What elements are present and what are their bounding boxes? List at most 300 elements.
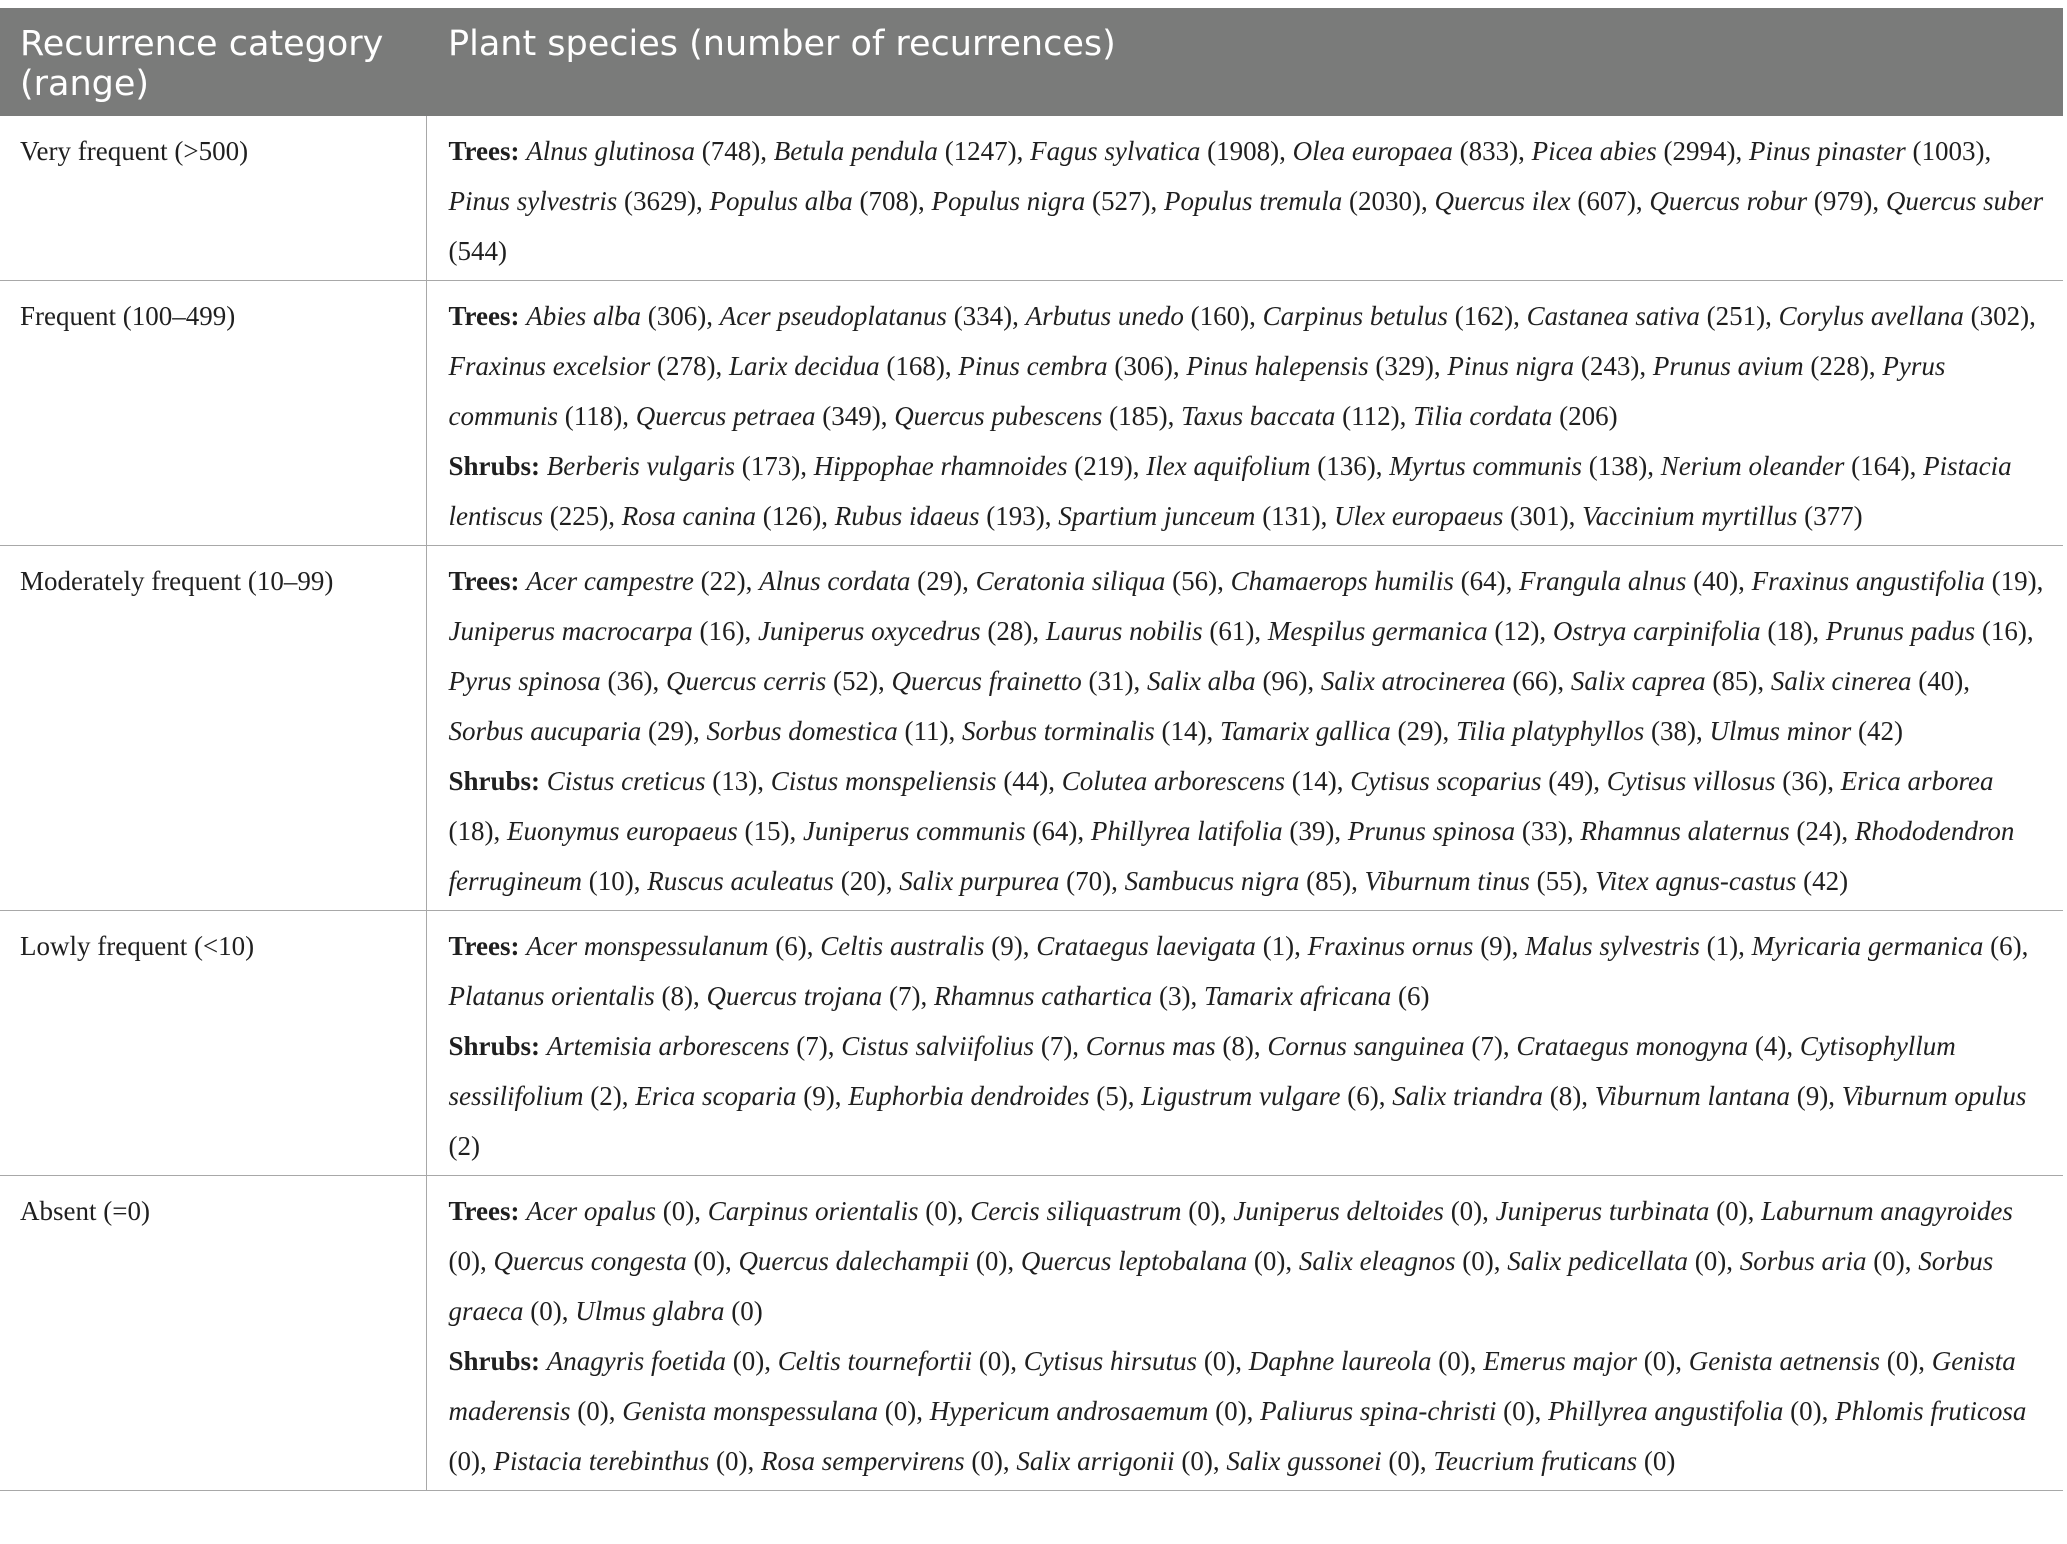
recurrence-count: (164): [1851, 451, 1910, 481]
species-name: Crataegus monogyna: [1516, 1031, 1749, 1061]
species-name: Cercis siliquastrum: [970, 1196, 1182, 1226]
recurrence-count: (52): [832, 666, 878, 696]
recurrence-count: (40): [1918, 666, 1964, 696]
recurrence-count: (0): [884, 1396, 917, 1426]
recurrence-count: (6): [1347, 1081, 1379, 1111]
species-name: Crataegus laevigata: [1036, 931, 1256, 961]
recurrence-count: (5): [1096, 1081, 1128, 1111]
recurrence-count: (0): [577, 1396, 609, 1426]
recurrence-count: (0): [1694, 1246, 1727, 1276]
species-name: Salix gussonei: [1226, 1446, 1382, 1476]
recurrence-count: (70): [1066, 866, 1112, 896]
recurrence-count: (9): [803, 1081, 835, 1111]
species-name: Juniperus deltoides: [1233, 1196, 1444, 1226]
species-name: Quercus cerris: [666, 666, 827, 696]
recurrence-count: (64): [1032, 816, 1078, 846]
species-name: Colutea arborescens: [1061, 766, 1286, 796]
species-name: Cytisus villosus: [1606, 766, 1776, 796]
recurrence-count: (49): [1548, 766, 1594, 796]
species-name: Abies alba: [526, 301, 641, 331]
species-name: Fraxinus angustifolia: [1751, 566, 1985, 596]
species-name: Juniperus macrocarpa: [448, 616, 693, 646]
species-name: Malus sylvestris: [1525, 931, 1700, 961]
species-name: Alnus glutinosa: [526, 136, 695, 166]
recurrence-count: (1): [1706, 931, 1739, 961]
species-name: Rubus idaeus: [834, 501, 980, 531]
recurrence-count: (28): [987, 616, 1033, 646]
recurrence-count: (14): [1291, 766, 1337, 796]
recurrence-count: (0): [1181, 1446, 1213, 1476]
recurrence-count: (40): [1693, 566, 1739, 596]
species-name: Acer campestre: [526, 566, 694, 596]
species-group: Trees: Abies alba (306), Acer pseudoplatanus (334), Arbutus unedo (160), Carpinus betulus (162), Castanea sativa (251), Corylus avellana (302), Fraxinus excelsior (278), Larix decidua (168), Pinus cembra (306), Pinus halepensis (329), Pinus nigra (243), Prunus avium (228), Pyrus communis (118), Quercus petraea (349), Quercus pubescens (185), Taxus baccata (112), Tilia cordata (206): [448, 301, 2036, 431]
species-group: Shrubs: Cistus creticus (13), Cistus monspeliensis (44), Colutea arborescens (14), Cytisus scoparius (49), Cytisus villosus (36), Erica arborea (18), Euonymus europaeus (15), Juniperus communis (64), Phillyrea latifolia (39), Prunus spinosa (33), Rhamnus alaternus (24), Rhododendron ferrugineum (10), Ruscus aculeatus (20), Salix purpurea (70), Sambucus nigra (85), Viburnum tinus (55), Vitex agnus-castus (42): [448, 766, 2015, 896]
recurrence-count: (131): [1262, 501, 1321, 531]
species-name: Acer opalus: [526, 1196, 656, 1226]
recurrence-category-cell: Very frequent (>500): [0, 116, 426, 281]
table-row: [0, 546, 2063, 911]
species-name: Quercus congesta: [493, 1246, 687, 1276]
species-name: Salix eleagnos: [1298, 1246, 1456, 1276]
table-header: [0, 8, 2063, 116]
recurrence-count: (15): [744, 816, 790, 846]
recurrence-count: (1): [1262, 931, 1295, 961]
recurrence-count: (33): [1521, 816, 1567, 846]
species-name: Celtis tournefortii: [777, 1346, 973, 1376]
species-name: Quercus ilex: [1434, 186, 1571, 216]
species-name: Cistus salviifolius: [841, 1031, 1035, 1061]
recurrence-count: (7): [889, 981, 921, 1011]
recurrence-count: (0): [975, 1246, 1008, 1276]
species-name: Ligustrum vulgare: [1141, 1081, 1341, 1111]
species-name: Tilia platyphyllos: [1456, 716, 1645, 746]
recurrence-count: (44): [1003, 766, 1049, 796]
recurrence-category-cell: Absent (=0): [0, 1176, 426, 1491]
species-name: Rosa sempervirens: [760, 1446, 965, 1476]
recurrence-count: (112): [1342, 401, 1400, 431]
species-name: Salix atrocinerea: [1320, 666, 1506, 696]
species-name: Acer monspessulanum: [526, 931, 769, 961]
species-name: Quercus dalechampii: [738, 1246, 970, 1276]
species-name: Ulex europaeus: [1334, 501, 1504, 531]
recurrence-count: (2): [590, 1081, 622, 1111]
recurrence-count: (96): [1262, 666, 1308, 696]
header-row: [0, 8, 2063, 116]
recurrence-count: (13): [712, 766, 758, 796]
species-name: Cornus sanguinea: [1267, 1031, 1465, 1061]
species-name: Olea europaea: [1292, 136, 1453, 166]
recurrence-count: (56): [1172, 566, 1218, 596]
recurrence-count: (3): [1158, 981, 1191, 1011]
recurrence-count: (544): [448, 236, 507, 266]
recurrence-count: (301): [1510, 501, 1569, 531]
species-name: Prunus padus: [1825, 616, 1976, 646]
recurrence-count: (0): [715, 1446, 748, 1476]
recurrence-count: (85): [1306, 866, 1352, 896]
species-name: Berberis vulgaris: [546, 451, 736, 481]
recurrence-count: (278): [656, 351, 716, 381]
species-name: Cytisus hirsutus: [1023, 1346, 1198, 1376]
species-name: Salix purpurea: [899, 866, 1060, 896]
recurrence-count: (138): [1588, 451, 1648, 481]
species-group: Shrubs: Anagyris foetida (0), Celtis tournefortii (0), Cytisus hirsutus (0), Daphne laureola (0), Emerus major (0), Genista aetnensis (0), Genista maderensis (0), Genista monspessulana (0), Hypericum androsaemum (0), Paliurus spina-christi (0), Phillyrea angustifolia (0), Phlomis fruticosa (0), Pistacia terebinthus (0), Rosa sempervirens (0), Salix arrigonii (0), Salix gussonei (0), Teucrium fruticans (0): [448, 1346, 2027, 1476]
species-name: Viburnum tinus: [1364, 866, 1530, 896]
species-name: Viburnum lantana: [1594, 1081, 1790, 1111]
species-list-cell: [426, 1176, 2063, 1491]
species-name: Betula pendula: [773, 136, 938, 166]
recurrence-count: (0): [662, 1196, 695, 1226]
recurrence-count: (0): [971, 1446, 1003, 1476]
recurrence-count: (527): [1092, 186, 1151, 216]
species-group-label: Shrubs:: [448, 1031, 541, 1061]
species-name: Platanus orientalis: [448, 981, 655, 1011]
species-name: Spartium junceum: [1058, 501, 1256, 531]
species-group-label: Trees:: [448, 931, 520, 961]
recurrence-count: (0): [731, 1296, 763, 1326]
recurrence-count: (4): [1754, 1031, 1787, 1061]
recurrence-count: (9): [1480, 931, 1512, 961]
recurrence-count: (2030): [1348, 186, 1421, 216]
species-name: Frangula alnus: [1519, 566, 1687, 596]
recurrence-count: (168): [886, 351, 945, 381]
table-row: [0, 1176, 2063, 1491]
table-body: [0, 116, 2063, 1491]
species-group-label: Shrubs:: [448, 451, 541, 481]
recurrence-count: (22): [700, 566, 746, 596]
recurrence-count: (42): [1858, 716, 1904, 746]
species-name: Genista maderensis: [448, 1346, 2016, 1426]
recurrence-count: (0): [1203, 1346, 1236, 1376]
header-plant-species: Plant species (number of recurrences): [426, 8, 2063, 116]
species-name: Pinus pinaster: [1749, 136, 1906, 166]
species-name: Laurus nobilis: [1045, 616, 1203, 646]
table-row: [0, 281, 2063, 546]
species-name: Rhamnus alaternus: [1580, 816, 1790, 846]
recurrence-count: (12): [1494, 616, 1540, 646]
recurrence-count: (24): [1796, 816, 1842, 846]
species-group: Trees: Alnus glutinosa (748), Betula pendula (1247), Fagus sylvatica (1908), Olea europaea (833), Picea abies (2994), Pinus pinaster (1003), Pinus sylvestris (3629), Populus alba (708), Populus nigra (527), Populus tremula (2030), Quercus ilex (607), Quercus robur (979), Quercus suber (544): [448, 136, 2044, 266]
recurrence-count: (29): [648, 716, 693, 746]
recurrence-count: (61): [1209, 616, 1255, 646]
table-row: [0, 116, 2063, 281]
recurrence-count: (2994): [1663, 136, 1736, 166]
recurrence-count: (329): [1375, 351, 1434, 381]
species-name: Prunus avium: [1652, 351, 1804, 381]
species-list-cell: [426, 281, 2063, 546]
species-list-cell: [426, 911, 2063, 1176]
species-name: Tamarix africana: [1203, 981, 1392, 1011]
recurrence-count: (206): [1559, 401, 1618, 431]
species-name: Populus tremula: [1163, 186, 1343, 216]
recurrence-count: (0): [1503, 1396, 1535, 1426]
species-name: Alnus cordata: [759, 566, 911, 596]
recurrence-count: (39): [1289, 816, 1335, 846]
species-name: Populus nigra: [931, 186, 1086, 216]
species-name: Cytisophyllum sessilifolium: [448, 1031, 1956, 1111]
species-name: Paliurus spina-christi: [1260, 1396, 1497, 1426]
recurrence-count: (0): [925, 1196, 957, 1226]
species-name: Salix caprea: [1570, 666, 1706, 696]
species-name: Fagus sylvatica: [1030, 136, 1201, 166]
recurrence-count: (979): [1813, 186, 1873, 216]
species-name: Quercus suber: [1885, 186, 2044, 216]
species-name: Pinus sylvestris: [448, 186, 618, 216]
recurrence-count: (0): [1643, 1346, 1676, 1376]
recurrence-count: (0): [1450, 1196, 1483, 1226]
recurrence-count: (349): [822, 401, 881, 431]
recurrence-category-cell: Moderately frequent (10–99): [0, 546, 426, 911]
recurrence-count: (31): [1088, 666, 1134, 696]
recurrence-count: (6): [1990, 931, 2022, 961]
species-name: Cistus monspeliensis: [770, 766, 997, 796]
species-name: Cistus creticus: [546, 766, 706, 796]
recurrence-count: (16): [699, 616, 745, 646]
species-name: Quercus robur: [1649, 186, 1808, 216]
recurrence-count: (306): [1114, 351, 1173, 381]
species-name: Erica arborea: [1840, 766, 1994, 796]
recurrence-count: (36): [607, 666, 653, 696]
species-name: Pyrus communis: [448, 351, 1946, 431]
recurrence-count: (306): [647, 301, 707, 331]
species-name: Fraxinus excelsior: [448, 351, 651, 381]
species-name: Tamarix gallica: [1220, 716, 1391, 746]
recurrence-count: (0): [448, 1446, 480, 1476]
recurrence-count: (6): [775, 931, 807, 961]
recurrence-count: (126): [762, 501, 822, 531]
recurrence-count: (0): [1438, 1346, 1470, 1376]
recurrence-count: (0): [978, 1346, 1011, 1376]
recurrence-count: (2): [448, 1131, 480, 1161]
recurrence-count: (607): [1577, 186, 1636, 216]
species-name: Sorbus aria: [1739, 1246, 1867, 1276]
recurrence-category-cell: Lowly frequent (<10): [0, 911, 426, 1176]
recurrence-count: (29): [917, 566, 963, 596]
species-name: Ulmus minor: [1709, 716, 1852, 746]
recurrence-count: (8): [1222, 1031, 1254, 1061]
species-name: Sorbus graeca: [448, 1246, 1994, 1326]
recurrence-count: (7): [796, 1031, 828, 1061]
species-name: Arbutus unedo: [1025, 301, 1184, 331]
species-name: Pinus nigra: [1447, 351, 1575, 381]
species-name: Anagyris foetida: [546, 1346, 727, 1376]
species-name: Nerium oleander: [1660, 451, 1845, 481]
species-name: Carpinus betulus: [1262, 301, 1448, 331]
species-name: Tilia cordata: [1413, 401, 1553, 431]
recurrence-count: (42): [1803, 866, 1849, 896]
species-name: Salix alba: [1146, 666, 1256, 696]
species-name: Euonymus europaeus: [506, 816, 738, 846]
species-name: Myricaria germanica: [1751, 931, 1984, 961]
species-group-label: Trees:: [448, 566, 520, 596]
species-name: Vaccinium myrtillus: [1582, 501, 1798, 531]
recurrence-category-cell: Frequent (100–499): [0, 281, 426, 546]
species-name: Ostrya carpinifolia: [1552, 616, 1761, 646]
species-name: Mespilus germanica: [1267, 616, 1488, 646]
species-name: Castanea sativa: [1526, 301, 1700, 331]
species-name: Juniperus oxycedrus: [757, 616, 981, 646]
species-name: Euphorbia dendroides: [848, 1081, 1090, 1111]
species-name: Ruscus aculeatus: [647, 866, 834, 896]
species-group: Shrubs: Berberis vulgaris (173), Hippophae rhamnoides (219), Ilex aquifolium (136), Myrtus communis (138), Nerium oleander (164), Pistacia lentiscus (225), Rosa canina (126), Rubus idaeus (193), Spartium junceum (131), Ulex europaeus (301), Vaccinium myrtillus (377): [448, 451, 2012, 531]
species-name: Quercus trojana: [706, 981, 883, 1011]
recurrence-count: (29): [1397, 716, 1443, 746]
recurrence-count: (225): [549, 501, 609, 531]
species-name: Hypericum androsaemum: [929, 1396, 1209, 1426]
species-name: Fraxinus ornus: [1307, 931, 1474, 961]
species-name: Myrtus communis: [1389, 451, 1582, 481]
recurrence-count: (0): [1643, 1446, 1676, 1476]
species-name: Sorbus aucuparia: [448, 716, 642, 746]
species-name: Larix decidua: [728, 351, 880, 381]
recurrence-count: (228): [1810, 351, 1869, 381]
recurrence-count: (0): [693, 1246, 725, 1276]
species-name: Erica scoparia: [635, 1081, 797, 1111]
recurrence-count: (0): [1716, 1196, 1748, 1226]
recurrence-count: (193): [986, 501, 1045, 531]
recurrence-count: (18): [1767, 616, 1813, 646]
species-list-cell: [426, 546, 2063, 911]
species-name: Pistacia terebinthus: [493, 1446, 710, 1476]
species-name: Phillyrea latifolia: [1090, 816, 1283, 846]
species-name: Populus alba: [709, 186, 853, 216]
recurrence-count: (8): [1549, 1081, 1582, 1111]
recurrence-count: (0): [1253, 1246, 1286, 1276]
species-name: Celtis australis: [820, 931, 985, 961]
recurrence-count: (334): [953, 301, 1013, 331]
recurrence-count: (0): [732, 1346, 765, 1376]
recurrence-count: (162): [1454, 301, 1514, 331]
species-group: Shrubs: Artemisia arborescens (7), Cistus salviifolius (7), Cornus mas (8), Cornus sanguinea (7), Crataegus monogyna (4), Cytisophyllum sessilifolium (2), Erica scoparia (9), Euphorbia dendroides (5), Ligustrum vulgare (6), Salix triandra (8), Viburnum lantana (9), Viburnum opulus (2): [448, 1031, 2027, 1161]
recurrence-count: (219): [1074, 451, 1133, 481]
species-name: Genista aetnensis: [1688, 1346, 1880, 1376]
species-group-label: Trees:: [448, 136, 520, 166]
header-recurrence-category: Recurrence category (range): [0, 8, 426, 116]
recurrence-count: (7): [1040, 1031, 1073, 1061]
species-name: Carpinus orientalis: [707, 1196, 919, 1226]
species-group: Trees: Acer campestre (22), Alnus cordata (29), Ceratonia siliqua (56), Chamaerops humilis (64), Frangula alnus (40), Fraxinus angustifolia (19), Juniperus macrocarpa (16), Juniperus oxycedrus (28), Laurus nobilis (61), Mespilus germanica (12), Ostrya carpinifolia (18), Prunus padus (16), Pyrus spinosa (36), Quercus cerris (52), Quercus frainetto (31), Salix alba (96), Salix atrocinerea (66), Salix caprea (85), Salix cinerea (40), Sorbus aucuparia (29), Sorbus domestica (11), Sorbus torminalis (14), Tamarix gallica (29), Tilia platyphyllos (38), Ulmus minor (42): [448, 566, 2044, 746]
species-name: Quercus petraea: [635, 401, 816, 431]
species-list-cell: [426, 116, 2063, 281]
recurrence-count: (85): [1712, 666, 1758, 696]
species-name: Ceratonia siliqua: [975, 566, 1166, 596]
species-name: Juniperus turbinata: [1495, 1196, 1710, 1226]
species-name: Artemisia arborescens: [546, 1031, 790, 1061]
species-name: Vitex agnus-castus: [1595, 866, 1797, 896]
species-name: Rhamnus cathartica: [933, 981, 1153, 1011]
recurrence-count: (136): [1317, 451, 1376, 481]
species-name: Cytisus scoparius: [1350, 766, 1542, 796]
recurrence-count: (38): [1651, 716, 1697, 746]
recurrence-count: (0): [448, 1246, 480, 1276]
recurrence-count: (10): [588, 866, 634, 896]
recurrence-count: (0): [1188, 1196, 1220, 1226]
recurrence-count: (833): [1459, 136, 1519, 166]
species-name: Ilex aquifolium: [1146, 451, 1311, 481]
recurrence-count: (6): [1397, 981, 1430, 1011]
recurrence-count: (55): [1536, 866, 1582, 896]
recurrence-count: (14): [1161, 716, 1207, 746]
species-name: Rosa canina: [621, 501, 756, 531]
species-group: Trees: Acer opalus (0), Carpinus orientalis (0), Cercis siliquastrum (0), Juniperus deltoides (0), Juniperus turbinata (0), Laburnum anagyroides (0), Quercus congesta (0), Quercus dalechampii (0), Quercus leptobalana (0), Salix eleagnos (0), Salix pedicellata (0), Sorbus aria (0), Sorbus graeca (0), Ulmus glabra (0): [448, 1196, 2013, 1326]
recurrence-count: (11): [904, 716, 949, 746]
recurrence-count: (64): [1460, 566, 1506, 596]
species-name: Juniperus communis: [802, 816, 1026, 846]
species-name: Teucrium fruticans: [1433, 1446, 1638, 1476]
species-name: Quercus frainetto: [891, 666, 1082, 696]
recurrence-count: (251): [1706, 301, 1766, 331]
species-group-label: Trees:: [448, 301, 520, 331]
recurrence-count: (3629): [624, 186, 696, 216]
recurrence-count: (0): [1215, 1396, 1247, 1426]
recurrence-count: (18): [448, 816, 494, 846]
species-name: Picea abies: [1531, 136, 1657, 166]
species-name: Pinus halepensis: [1186, 351, 1369, 381]
recurrence-count: (16): [1981, 616, 2027, 646]
species-name: Acer pseudoplatanus: [719, 301, 947, 331]
species-name: Laburnum anagyroides: [1761, 1196, 2013, 1226]
recurrence-count: (118): [564, 401, 623, 431]
recurrence-count: (0): [530, 1296, 562, 1326]
recurrence-count: (185): [1109, 401, 1168, 431]
table-row: [0, 911, 2063, 1176]
recurrence-count: (19): [1991, 566, 2037, 596]
species-name: Emerus major: [1483, 1346, 1638, 1376]
species-name: Phillyrea angustifolia: [1548, 1396, 1784, 1426]
recurrence-count: (7): [1471, 1031, 1503, 1061]
recurrence-count: (708): [859, 186, 918, 216]
recurrence-count: (8): [661, 981, 693, 1011]
recurrence-count: (1247): [944, 136, 1017, 166]
recurrence-count: (0): [1462, 1246, 1494, 1276]
recurrence-count: (243): [1580, 351, 1640, 381]
recurrence-count: (160): [1190, 301, 1250, 331]
recurrence-count: (1003): [1912, 136, 1985, 166]
recurrence-count: (0): [1873, 1246, 1905, 1276]
species-name: Sorbus domestica: [706, 716, 898, 746]
recurrence-count: (9): [991, 931, 1023, 961]
recurrence-count: (20): [840, 866, 886, 896]
species-name: Salix pedicellata: [1507, 1246, 1688, 1276]
species-name: Hippophae rhamnoides: [813, 451, 1068, 481]
species-name: Taxus baccata: [1181, 401, 1336, 431]
recurrence-count: (1908): [1207, 136, 1280, 166]
species-group-label: Shrubs:: [448, 766, 541, 796]
species-name: Pistacia lentiscus: [448, 451, 2012, 531]
recurrence-count: (748): [701, 136, 761, 166]
species-name: Quercus pubescens: [894, 401, 1103, 431]
species-name: Chamaerops humilis: [1230, 566, 1454, 596]
species-name: Corylus avellana: [1778, 301, 1964, 331]
recurrence-count: (0): [1388, 1446, 1420, 1476]
recurrence-count: (173): [741, 451, 801, 481]
species-name: Ulmus glabra: [575, 1296, 725, 1326]
species-name: Salix arrigonii: [1016, 1446, 1175, 1476]
species-recurrence-table: [0, 8, 2063, 1491]
species-name: Quercus leptobalana: [1020, 1246, 1248, 1276]
species-name: Viburnum opulus: [1841, 1081, 2027, 1111]
recurrence-count: (9): [1796, 1081, 1829, 1111]
species-name: Genista monspessulana: [622, 1396, 878, 1426]
recurrence-count: (377): [1804, 501, 1863, 531]
species-name: Pyrus spinosa: [448, 666, 601, 696]
species-name: Daphne laureola: [1248, 1346, 1432, 1376]
species-group-label: Shrubs:: [448, 1346, 541, 1376]
species-name: Salix triandra: [1392, 1081, 1543, 1111]
species-name: Salix cinerea: [1770, 666, 1912, 696]
recurrence-count: (36): [1782, 766, 1828, 796]
species-name: Cornus mas: [1085, 1031, 1216, 1061]
species-name: Pinus cembra: [958, 351, 1108, 381]
